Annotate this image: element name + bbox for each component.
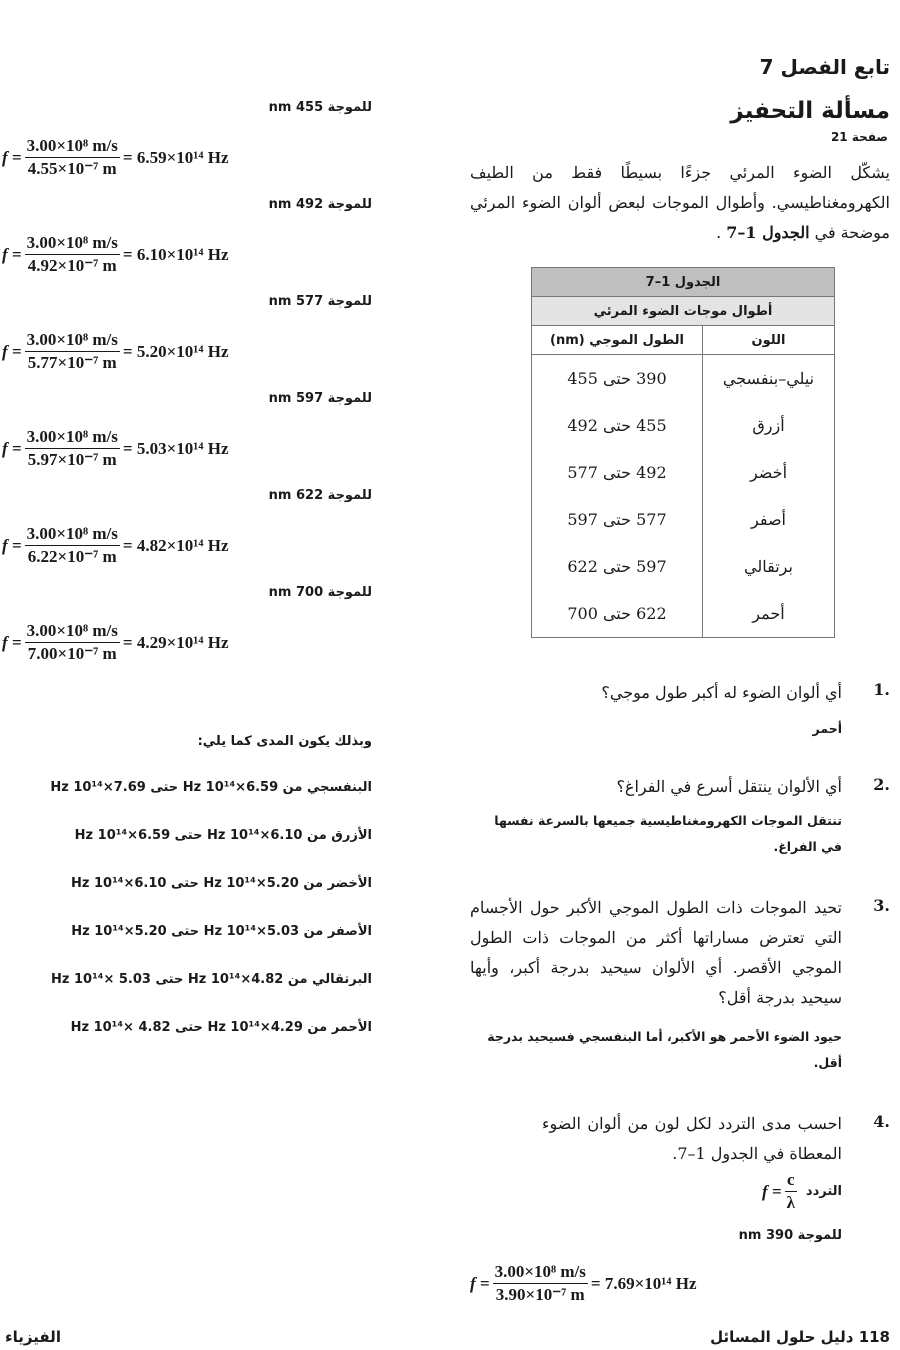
calc-fraction: [25, 233, 120, 276]
question-answer: حيود الضوء الأحمر هو الأكبر، أما البنفسجي فسيحيد بدرجة أقل.: [487, 1029, 842, 1070]
wavelength-label: للموجة 622 nm: [268, 488, 372, 503]
question-number: 1.: [873, 680, 890, 699]
table-row: [532, 402, 835, 449]
wavelength-label: للموجة 492 nm: [268, 197, 372, 212]
chapter-continuation: تابع الفصل 7: [759, 55, 890, 79]
frequency-calculation: [2, 330, 229, 373]
range-line: الأزرق من 6.10×10¹⁴ Hz حتى 6.59×10¹⁴ Hz: [74, 828, 372, 843]
formula-fraction: [785, 1170, 797, 1213]
table-cell-range: 390 حتى 455: [532, 355, 703, 403]
calc-numerator: 3.00×10⁸ m/s: [25, 136, 120, 158]
wavelength-label: للموجة 390 nm: [738, 1228, 842, 1243]
calc-result: = 5.20×10¹⁴ Hz: [122, 341, 229, 361]
calc-fraction: [493, 1262, 588, 1305]
table-header-wavelength: الطول الموجي (nm): [532, 326, 703, 355]
question-number: 4.: [873, 1112, 890, 1131]
table-cell-color: أصفر: [703, 496, 835, 543]
calc-denominator: 5.77×10⁻⁷ m: [27, 353, 117, 372]
formula-label: التردد: [805, 1184, 842, 1199]
frequency-calculation: [2, 233, 229, 276]
question-text: تحيد الموجات ذات الطول الموجي الأكبر حول الأجسام التي تعترض مساراتها أكثر من الموجات ذات الطول الموجي الأقصر. أي الألوان سيحيد بدرجة أكبر، وأيها سيحيد بدرجة أقل؟: [470, 898, 842, 1007]
calc-denominator: 4.92×10⁻⁷ m: [27, 256, 117, 275]
ranges-intro: وبذلك يكون المدى كما يلي:: [197, 734, 372, 749]
calc-numerator: 3.00×10⁸ m/s: [25, 524, 120, 546]
range-line: البنفسجي من 6.59×10¹⁴ Hz حتى 7.69×10¹⁴ Hz: [50, 780, 372, 795]
calc-result: = 7.69×10¹⁴ Hz: [590, 1273, 697, 1293]
calc-denominator: 6.22×10⁻⁷ m: [27, 547, 117, 566]
calc-lhs: f =: [2, 147, 22, 167]
calc-numerator: 3.00×10⁸ m/s: [25, 233, 120, 255]
calc-fraction: [25, 524, 120, 567]
calc-denominator: 5.97×10⁻⁷ m: [27, 450, 117, 469]
table-header-color: اللون: [703, 326, 835, 355]
page-reference: صفحة 21: [830, 130, 888, 144]
calc-lhs: f =: [470, 1273, 490, 1293]
table-cell-color: برتقالي: [703, 543, 835, 590]
intro-paragraph: [470, 158, 890, 248]
formula-denominator: λ: [786, 1193, 795, 1212]
frequency-formula: [762, 1170, 842, 1213]
table-cell-range: 577 حتى 597: [532, 496, 703, 543]
calc-numerator: 3.00×10⁸ m/s: [493, 1262, 588, 1284]
calc-fraction: [25, 621, 120, 664]
wavelength-label: للموجة 577 nm: [268, 294, 372, 309]
table-row: [532, 496, 835, 543]
calc-result: = 4.29×10¹⁴ Hz: [122, 632, 229, 652]
question-answer: تنتقل الموجات الكهرومغناطيسية جميعها بالسرعة نفسها في الفراغ.: [494, 813, 842, 854]
table-cell-range: 455 حتى 492: [532, 402, 703, 449]
range-line: الأخضر من 5.20×10¹⁴ Hz حتى 6.10×10¹⁴ Hz: [71, 876, 372, 891]
table-cell-range: 622 حتى 700: [532, 590, 703, 638]
table-row: [532, 590, 835, 638]
table-cell-color: أحمر: [703, 590, 835, 638]
question-answer: أحمر: [812, 721, 842, 736]
table-cell-range: 597 حتى 622: [532, 543, 703, 590]
intro-text: يشكّل الضوء المرئي جزءًا بسيطًا فقط من الطيف الكهرومغناطيسي. وأطوال الموجات لبعض ألوان الضوء المرئي موضحة في: [470, 163, 890, 242]
table-cell-color: نيلي–بنفسجي: [703, 355, 835, 403]
table-cell-color: أزرق: [703, 402, 835, 449]
table-cell-color: أخضر: [703, 449, 835, 496]
question-number: 3.: [873, 896, 890, 915]
calc-lhs: f =: [2, 341, 22, 361]
calc-numerator: 3.00×10⁸ m/s: [25, 330, 120, 352]
intro-end: .: [716, 223, 727, 242]
calc-numerator: 3.00×10⁸ m/s: [25, 621, 120, 643]
frequency-calculation: [2, 621, 229, 664]
frequency-calculation: [470, 1262, 697, 1305]
question-text: احسب مدى التردد لكل لون من ألوان الضوء المعطاة في الجدول 1–7.: [542, 1114, 842, 1163]
question-text: أي الألوان ينتقل أسرع في الفراغ؟: [616, 777, 842, 796]
range-line: البرتقالي من 4.82×10¹⁴ Hz حتى 5.03 ×10¹⁴ Hz: [51, 972, 372, 987]
calc-denominator: 4.55×10⁻⁷ m: [27, 159, 117, 178]
range-line: الأحمر من 4.29×10¹⁴ Hz حتى 4.82 ×10¹⁴ Hz: [70, 1020, 372, 1035]
formula-lhs: f =: [761, 1181, 782, 1201]
footer-page-number: 118 دليل حلول المسائل: [710, 1328, 890, 1346]
calc-lhs: f =: [2, 535, 22, 555]
calc-denominator: 3.90×10⁻⁷ m: [495, 1285, 585, 1304]
calc-lhs: f =: [2, 244, 22, 264]
wavelength-table: [531, 267, 835, 638]
footer-subject: الفيزياء: [5, 1328, 61, 1346]
calc-result: = 5.03×10¹⁴ Hz: [122, 438, 229, 458]
formula-numerator: c: [785, 1170, 797, 1192]
frequency-calculation: [2, 524, 229, 567]
calc-lhs: f =: [2, 632, 22, 652]
calc-fraction: [25, 330, 120, 373]
formula-expression: [762, 1170, 800, 1213]
table-row: [532, 543, 835, 590]
frequency-calculation: [2, 427, 229, 470]
wavelength-label: للموجة 700 nm: [268, 585, 372, 600]
frequency-calculation: [2, 136, 229, 179]
calc-result: = 4.82×10¹⁴ Hz: [122, 535, 229, 555]
section-title: مسألة التحفيز: [730, 98, 890, 124]
table-cell-range: 492 حتى 577: [532, 449, 703, 496]
question-number: 2.: [873, 775, 890, 794]
wavelength-label: للموجة 597 nm: [268, 391, 372, 406]
calc-denominator: 7.00×10⁻⁷ m: [27, 644, 117, 663]
table-subtitle: أطوال موجات الضوء المرئي: [532, 297, 835, 326]
calc-numerator: 3.00×10⁸ m/s: [25, 427, 120, 449]
wavelength-label: للموجة 455 nm: [268, 100, 372, 115]
calc-result: = 6.59×10¹⁴ Hz: [122, 147, 229, 167]
calc-fraction: [25, 427, 120, 470]
intro-table-ref: الجدول 1–7: [726, 223, 810, 242]
calc-result: = 6.10×10¹⁴ Hz: [122, 244, 229, 264]
calc-lhs: f =: [2, 438, 22, 458]
range-line: الأصفر من 5.03×10¹⁴ Hz حتى 5.20×10¹⁴ Hz: [71, 924, 372, 939]
question-text: أي ألوان الضوء له أكبر طول موجي؟: [601, 683, 842, 702]
calc-fraction: [25, 136, 120, 179]
table-title: الجدول 1–7: [532, 268, 835, 297]
table-row: [532, 355, 835, 403]
table-row: [532, 449, 835, 496]
